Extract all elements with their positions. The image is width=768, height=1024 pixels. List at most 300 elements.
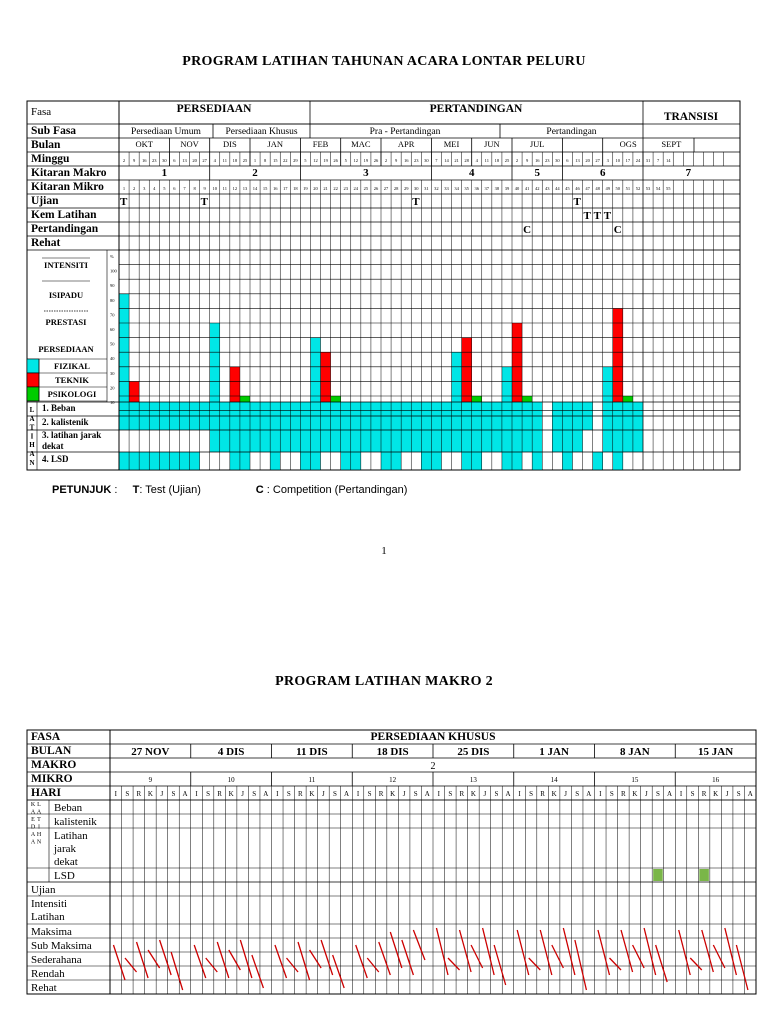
micro-num: 4 bbox=[153, 186, 156, 191]
row-label-makro: MAKRO bbox=[31, 759, 77, 771]
week-num: 11 bbox=[222, 158, 227, 163]
day-letter: J bbox=[322, 790, 325, 798]
day-letter: R bbox=[540, 790, 545, 798]
legend-sep: : bbox=[114, 484, 118, 496]
row-label-4: Kitaran Makro bbox=[31, 167, 107, 179]
intensity-stroke bbox=[113, 945, 125, 980]
day-letter: S bbox=[448, 790, 453, 798]
latihan-vertical-letter: H bbox=[29, 441, 35, 450]
table2-title: PROGRAM LATIHAN MAKRO 2 bbox=[275, 674, 493, 689]
month-APR: APR bbox=[397, 139, 415, 149]
week-num: 23 bbox=[152, 158, 157, 163]
month-JUL: JUL bbox=[529, 139, 545, 149]
row-label-3: Minggu bbox=[31, 153, 70, 165]
month-OKT: OKT bbox=[135, 139, 153, 149]
micro-num: 45 bbox=[565, 186, 570, 191]
week-num: 24 bbox=[635, 158, 641, 163]
day-letter: A bbox=[747, 790, 753, 798]
scale-label: 70 bbox=[110, 312, 115, 318]
macro-4: 4 bbox=[468, 167, 475, 179]
day-letter: I bbox=[195, 790, 198, 798]
legend-c-desc: : Competition (Pertandingan) bbox=[266, 484, 408, 496]
intensity-stroke bbox=[609, 958, 621, 970]
week-num: 30 bbox=[555, 158, 560, 163]
exercise-kalistenik: kalistenik bbox=[54, 816, 97, 828]
pertandingan-mark: C bbox=[613, 224, 622, 236]
micro-num: 5 bbox=[163, 186, 166, 191]
micro-num: 50 bbox=[615, 186, 621, 191]
day-letter: A bbox=[424, 790, 430, 798]
micro-num: 31 bbox=[424, 186, 429, 191]
week-num: 13 bbox=[182, 158, 187, 163]
week-num: 23 bbox=[545, 158, 550, 163]
day-letter: R bbox=[298, 790, 303, 798]
week-num: 6 bbox=[173, 158, 176, 163]
mikro-12: 12 bbox=[389, 776, 397, 784]
day-letter: S bbox=[413, 790, 418, 798]
kedah-vertical-letter: E bbox=[31, 817, 35, 823]
week-num: 14 bbox=[444, 158, 449, 163]
mikro-11: 11 bbox=[308, 776, 316, 784]
scale-label: % bbox=[110, 254, 114, 259]
kedah-vertical-letter: N bbox=[36, 839, 42, 846]
legend-label: PETUNJUK bbox=[52, 484, 112, 496]
intensity-stroke bbox=[217, 942, 229, 978]
side-isipadu: ISIPADU bbox=[48, 290, 84, 300]
month-DIS: DIS bbox=[222, 139, 237, 149]
intensity-stroke bbox=[575, 940, 587, 990]
day-letter: I bbox=[276, 790, 279, 798]
micro-num: 11 bbox=[222, 186, 227, 191]
micro-num: 23 bbox=[343, 186, 348, 191]
week-num: 3 bbox=[606, 158, 609, 163]
scale-label: 50 bbox=[110, 341, 115, 347]
exercise-lsd: LSD bbox=[54, 870, 75, 882]
week-num: 14 bbox=[665, 158, 671, 163]
week-num: 8 bbox=[263, 158, 267, 163]
latihan-lsd: 4. LSD bbox=[42, 454, 69, 464]
row-label-0: Fasa bbox=[31, 106, 52, 118]
legend-t-desc: : Test (Ujian) bbox=[139, 484, 201, 496]
makro-value: 2 bbox=[430, 761, 436, 772]
micro-num: 10 bbox=[212, 186, 217, 191]
week-num: 30 bbox=[162, 158, 167, 163]
day-letter: K bbox=[470, 790, 476, 798]
row-label-2: Bulan bbox=[31, 139, 61, 151]
week-num: 31 bbox=[645, 158, 651, 163]
day-letter: R bbox=[459, 790, 465, 798]
latihan-vertical-letter: T bbox=[29, 423, 35, 432]
day-letter: S bbox=[286, 790, 291, 798]
intensity-stroke bbox=[390, 932, 402, 968]
week-num: 16 bbox=[403, 158, 409, 163]
day-letter: S bbox=[655, 790, 660, 798]
kem-mark: T bbox=[593, 210, 601, 222]
micro-num: 28 bbox=[393, 186, 399, 191]
day-letter: K bbox=[551, 790, 557, 798]
micro-num: 37 bbox=[484, 186, 490, 191]
day-letter: I bbox=[599, 790, 602, 798]
day-letter: S bbox=[529, 790, 534, 798]
week-num: 9 bbox=[525, 158, 529, 163]
mikro-16: 16 bbox=[712, 776, 720, 784]
month-MAC: MAC bbox=[351, 139, 371, 149]
week-num: 16 bbox=[534, 158, 540, 163]
intensity-stroke bbox=[321, 940, 333, 975]
row-label-9: Rehat bbox=[31, 237, 61, 249]
day-letter: A bbox=[182, 790, 188, 798]
row-label-mikro: MIKRO bbox=[31, 773, 73, 785]
week-num: 11 bbox=[484, 158, 489, 163]
day-letter: R bbox=[378, 790, 384, 798]
intensity-stroke bbox=[148, 950, 160, 968]
micro-num: 55 bbox=[665, 186, 671, 191]
lsd-cell bbox=[653, 869, 663, 881]
latihan-dekat: dekat bbox=[42, 441, 64, 451]
intensity-stroke bbox=[713, 945, 725, 968]
intensity-stroke bbox=[494, 945, 506, 985]
micro-num: 13 bbox=[242, 186, 248, 191]
ujian-mark: T bbox=[412, 196, 420, 208]
latihan-vertical-letter: A bbox=[29, 450, 35, 458]
day-letter: R bbox=[136, 790, 142, 798]
lower-rendah: Rendah bbox=[31, 968, 65, 980]
page-number: 1 bbox=[381, 545, 387, 557]
micro-num: 25 bbox=[363, 186, 369, 191]
mikro-9: 9 bbox=[148, 776, 153, 784]
week-num: 1 bbox=[253, 158, 257, 163]
month-JAN: JAN bbox=[267, 139, 283, 149]
pertandingan-mark: C bbox=[523, 224, 532, 236]
day-letter: A bbox=[586, 790, 592, 798]
side-intensiti: INTENSITI bbox=[44, 260, 88, 270]
week-num: 30 bbox=[424, 158, 429, 163]
intensity-stroke bbox=[333, 955, 345, 988]
intensity-stroke bbox=[436, 928, 448, 975]
week-num: 9 bbox=[132, 158, 136, 163]
kedah-vertical-letter: D bbox=[30, 824, 36, 831]
micro-num: 42 bbox=[534, 186, 540, 191]
week-2: 11 DIS bbox=[296, 746, 328, 758]
kem-mark: T bbox=[603, 210, 612, 222]
week-num: 19 bbox=[323, 158, 328, 163]
scale-label: 80 bbox=[110, 297, 115, 303]
phase-transisi: TRANSISI bbox=[663, 111, 719, 123]
week-num: 5 bbox=[344, 158, 347, 163]
week-num: 17 bbox=[625, 158, 631, 163]
macro-7: 7 bbox=[685, 167, 692, 179]
week-num: 12 bbox=[313, 158, 318, 163]
intensity-stroke bbox=[137, 942, 149, 978]
ujian-mark: T bbox=[200, 196, 208, 208]
exercise-beban: Beban bbox=[54, 802, 83, 814]
micro-num: 12 bbox=[232, 186, 238, 191]
day-letter: J bbox=[564, 790, 568, 798]
mikro-14: 14 bbox=[550, 776, 558, 784]
scale-label: 90 bbox=[110, 283, 115, 289]
week-num: 19 bbox=[363, 158, 369, 163]
day-letter: J bbox=[241, 790, 245, 798]
kedah-vertical-letter: K bbox=[30, 802, 36, 808]
month-OGS: OGS bbox=[619, 139, 637, 149]
lsd-cell bbox=[699, 869, 709, 881]
intensity-stroke bbox=[563, 928, 575, 975]
month-MEI: MEI bbox=[443, 139, 460, 149]
intensity-stroke bbox=[517, 930, 529, 975]
week-num: 2 bbox=[384, 158, 388, 163]
day-letter: J bbox=[483, 790, 487, 798]
micro-num: 16 bbox=[272, 186, 278, 191]
micro-num: 9 bbox=[203, 186, 206, 191]
week-6: 8 JAN bbox=[620, 746, 650, 758]
intensity-stroke bbox=[598, 930, 610, 975]
micro-num: 32 bbox=[434, 186, 439, 191]
kedah-vertical-letter: A bbox=[30, 839, 36, 846]
micro-num: 51 bbox=[625, 186, 631, 191]
row-label-1: Sub Fasa bbox=[31, 125, 77, 137]
lower-rehat: Rehat bbox=[31, 982, 57, 994]
mikro-10: 10 bbox=[227, 776, 235, 784]
kedah-vertical-letter: H bbox=[36, 832, 42, 838]
day-letter: K bbox=[632, 790, 638, 798]
day-letter: S bbox=[367, 790, 372, 798]
week-num: 7 bbox=[435, 158, 438, 163]
week-num: 13 bbox=[575, 158, 580, 163]
micro-num: 21 bbox=[323, 186, 328, 191]
row-label-6: Ujian bbox=[31, 195, 59, 207]
micro-num: 18 bbox=[293, 186, 298, 191]
day-letter: S bbox=[252, 790, 257, 798]
week-num: 16 bbox=[141, 158, 147, 163]
side-prestasi: PRESTASI bbox=[45, 317, 87, 327]
day-letter: A bbox=[666, 790, 673, 798]
week-num: 18 bbox=[494, 158, 500, 163]
week-num: 7 bbox=[656, 158, 660, 163]
micro-num: 38 bbox=[494, 186, 500, 191]
micro-num: 46 bbox=[575, 186, 580, 191]
legend-teknik: TEKNIK bbox=[54, 375, 90, 385]
micro-num: 14 bbox=[252, 186, 258, 191]
intensity-stroke bbox=[206, 958, 218, 972]
day-letter: S bbox=[125, 790, 130, 798]
mikro-13: 13 bbox=[469, 776, 477, 784]
row-label-8: Pertandingan bbox=[31, 223, 99, 235]
phase-persediaan: PERSEDIAAN bbox=[176, 103, 252, 115]
micro-num: 35 bbox=[464, 186, 469, 191]
day-letter: J bbox=[645, 790, 648, 798]
week-num: 18 bbox=[232, 158, 238, 163]
day-letter: I bbox=[114, 790, 117, 798]
subphase-1: Persediaan Khusus bbox=[225, 127, 298, 137]
intensity-stroke bbox=[413, 930, 425, 960]
legend-fizikal: FIZIKAL bbox=[54, 361, 90, 371]
month-SEPT: SEPT bbox=[661, 139, 682, 149]
intensity-stroke bbox=[229, 950, 241, 970]
day-letter: S bbox=[206, 790, 211, 798]
row-label-bulan: BULAN bbox=[31, 745, 72, 757]
intensity-stroke bbox=[298, 942, 310, 980]
micro-num: 44 bbox=[555, 186, 560, 191]
intensity-stroke bbox=[690, 958, 702, 970]
intensity-stroke bbox=[286, 958, 298, 972]
micro-num: 26 bbox=[373, 186, 379, 191]
ujian-mark: T bbox=[120, 196, 128, 208]
subphase-0: Persediaan Umum bbox=[131, 127, 201, 137]
micro-num: 36 bbox=[474, 186, 479, 191]
day-letter: S bbox=[332, 790, 337, 798]
week-num: 28 bbox=[464, 158, 469, 163]
micro-num: 40 bbox=[514, 186, 520, 191]
day-letter: A bbox=[343, 790, 350, 798]
micro-num: 15 bbox=[262, 186, 268, 191]
day-letter: A bbox=[263, 790, 269, 798]
intensity-stroke bbox=[633, 945, 645, 968]
exercise-latihan: Latihan bbox=[54, 830, 88, 842]
day-letter: K bbox=[713, 790, 719, 798]
latihan-vertical-letter: N bbox=[29, 458, 35, 467]
month-JUN: JUN bbox=[484, 139, 500, 149]
week-0: 27 NOV bbox=[131, 746, 170, 758]
mikro-15: 15 bbox=[631, 776, 639, 784]
scale-label: 60 bbox=[110, 327, 115, 332]
micro-num: 24 bbox=[353, 186, 359, 191]
week-num: 6 bbox=[566, 158, 569, 163]
scale-label: 100 bbox=[110, 268, 117, 274]
kedah-vertical-letter: A bbox=[30, 832, 36, 838]
day-letter: S bbox=[171, 790, 176, 798]
day-letter: I bbox=[679, 790, 683, 798]
latihan-beban: 1. Beban bbox=[42, 403, 76, 413]
intensity-stroke bbox=[471, 945, 483, 968]
intensity-stroke bbox=[402, 940, 414, 975]
lower-sederahana: Sederahana bbox=[31, 954, 82, 966]
week-num: 26 bbox=[373, 158, 379, 163]
intensity-stroke bbox=[656, 945, 668, 982]
micro-num: 19 bbox=[303, 186, 308, 191]
intensity-stroke bbox=[367, 958, 379, 972]
intensity-stroke bbox=[125, 958, 137, 972]
week-num: 27 bbox=[202, 158, 207, 163]
micro-num: 2 bbox=[132, 186, 136, 191]
intensity-stroke bbox=[448, 958, 460, 970]
day-letter: S bbox=[609, 790, 614, 798]
micro-num: 52 bbox=[635, 186, 641, 191]
row-label-fasa: FASA bbox=[31, 731, 61, 743]
latihan-kalistenik: 2. kalistenik bbox=[42, 417, 89, 427]
latihan-vertical-letter: I bbox=[30, 432, 34, 441]
lower-maksima: Maksima bbox=[31, 926, 72, 938]
day-letter: S bbox=[575, 790, 580, 798]
lower-sub-maksima: Sub Maksima bbox=[31, 940, 92, 952]
week-num: 15 bbox=[272, 158, 278, 163]
day-letter: J bbox=[160, 790, 164, 798]
lower-intensiti: Intensiti bbox=[31, 898, 68, 910]
side-persediaan: PERSEDIAAN bbox=[38, 344, 94, 354]
intensity-stroke bbox=[160, 940, 172, 975]
kedah-vertical-letter: A bbox=[36, 809, 42, 816]
macro-2: 2 bbox=[252, 167, 258, 179]
scale-label: 30 bbox=[110, 370, 115, 376]
micro-num: 1 bbox=[122, 186, 126, 191]
latihan-vertical-letter: A bbox=[29, 414, 35, 423]
macro-3: 3 bbox=[363, 167, 369, 179]
subphase-3: Pertandingan bbox=[546, 127, 597, 137]
macro-6: 6 bbox=[599, 167, 606, 179]
kedah-vertical-letter: A bbox=[30, 809, 36, 816]
micro-num: 3 bbox=[143, 186, 146, 191]
intensity-stroke bbox=[540, 930, 552, 975]
day-letter: K bbox=[390, 790, 396, 798]
day-letter: K bbox=[309, 790, 315, 798]
micro-num: 54 bbox=[655, 186, 661, 191]
micro-num: 20 bbox=[313, 186, 318, 191]
week-num: 27 bbox=[595, 158, 600, 163]
micro-num: 7 bbox=[183, 186, 186, 191]
week-5: 1 JAN bbox=[539, 746, 569, 758]
intensity-stroke bbox=[171, 952, 183, 990]
micro-num: 48 bbox=[595, 186, 600, 191]
intensity-stroke bbox=[529, 958, 541, 970]
day-letter: I bbox=[437, 790, 440, 798]
intensity-stroke bbox=[194, 945, 206, 978]
micro-num: 39 bbox=[504, 186, 510, 191]
micro-num: 8 bbox=[193, 186, 196, 191]
intensity-stroke bbox=[552, 945, 564, 968]
week-num: 22 bbox=[283, 158, 288, 163]
week-1: 4 DIS bbox=[217, 746, 245, 758]
intensity-stroke bbox=[483, 928, 495, 975]
micro-num: 47 bbox=[585, 186, 590, 191]
week-num: 23 bbox=[414, 158, 419, 163]
month-FEB: FEB bbox=[312, 139, 329, 149]
week-num: 20 bbox=[192, 158, 197, 163]
week-num: 25 bbox=[504, 158, 510, 163]
day-letter: J bbox=[725, 790, 729, 798]
micro-num: 27 bbox=[383, 186, 389, 191]
micro-num: 43 bbox=[545, 186, 550, 191]
micro-num: 53 bbox=[645, 186, 651, 191]
day-letter: S bbox=[690, 790, 695, 798]
intensity-stroke bbox=[356, 945, 368, 978]
intensity-stroke bbox=[275, 945, 287, 978]
day-letter: S bbox=[494, 790, 499, 798]
day-letter: I bbox=[518, 790, 521, 798]
micro-num: 29 bbox=[403, 186, 409, 191]
micro-num: 49 bbox=[605, 186, 610, 191]
scale-label: 10 bbox=[110, 400, 115, 405]
micro-num: 6 bbox=[173, 186, 176, 191]
intensity-stroke bbox=[644, 928, 656, 975]
day-letter: S bbox=[736, 790, 741, 798]
week-num: 21 bbox=[454, 158, 459, 163]
day-letter: K bbox=[147, 790, 153, 798]
day-letter: I bbox=[356, 790, 360, 798]
day-letter: A bbox=[505, 790, 511, 798]
legend-psikologi: PSIKOLOGI bbox=[47, 389, 97, 399]
macro-5: 5 bbox=[534, 167, 540, 179]
scale-label: 40 bbox=[110, 356, 115, 362]
table1-title: PROGRAM LATIHAN TAHUNAN ACARA LONTAR PELURU bbox=[182, 54, 586, 69]
week-num: 29 bbox=[293, 158, 298, 163]
kedah-vertical-letter: T bbox=[37, 817, 41, 823]
legend-c-key: C bbox=[255, 484, 264, 496]
intensity-stroke bbox=[725, 928, 737, 975]
week-num: 26 bbox=[333, 158, 338, 163]
day-letter: R bbox=[621, 790, 626, 798]
week-num: 4 bbox=[475, 158, 478, 163]
scale-label: 20 bbox=[110, 385, 115, 391]
micro-num: 41 bbox=[524, 186, 530, 191]
